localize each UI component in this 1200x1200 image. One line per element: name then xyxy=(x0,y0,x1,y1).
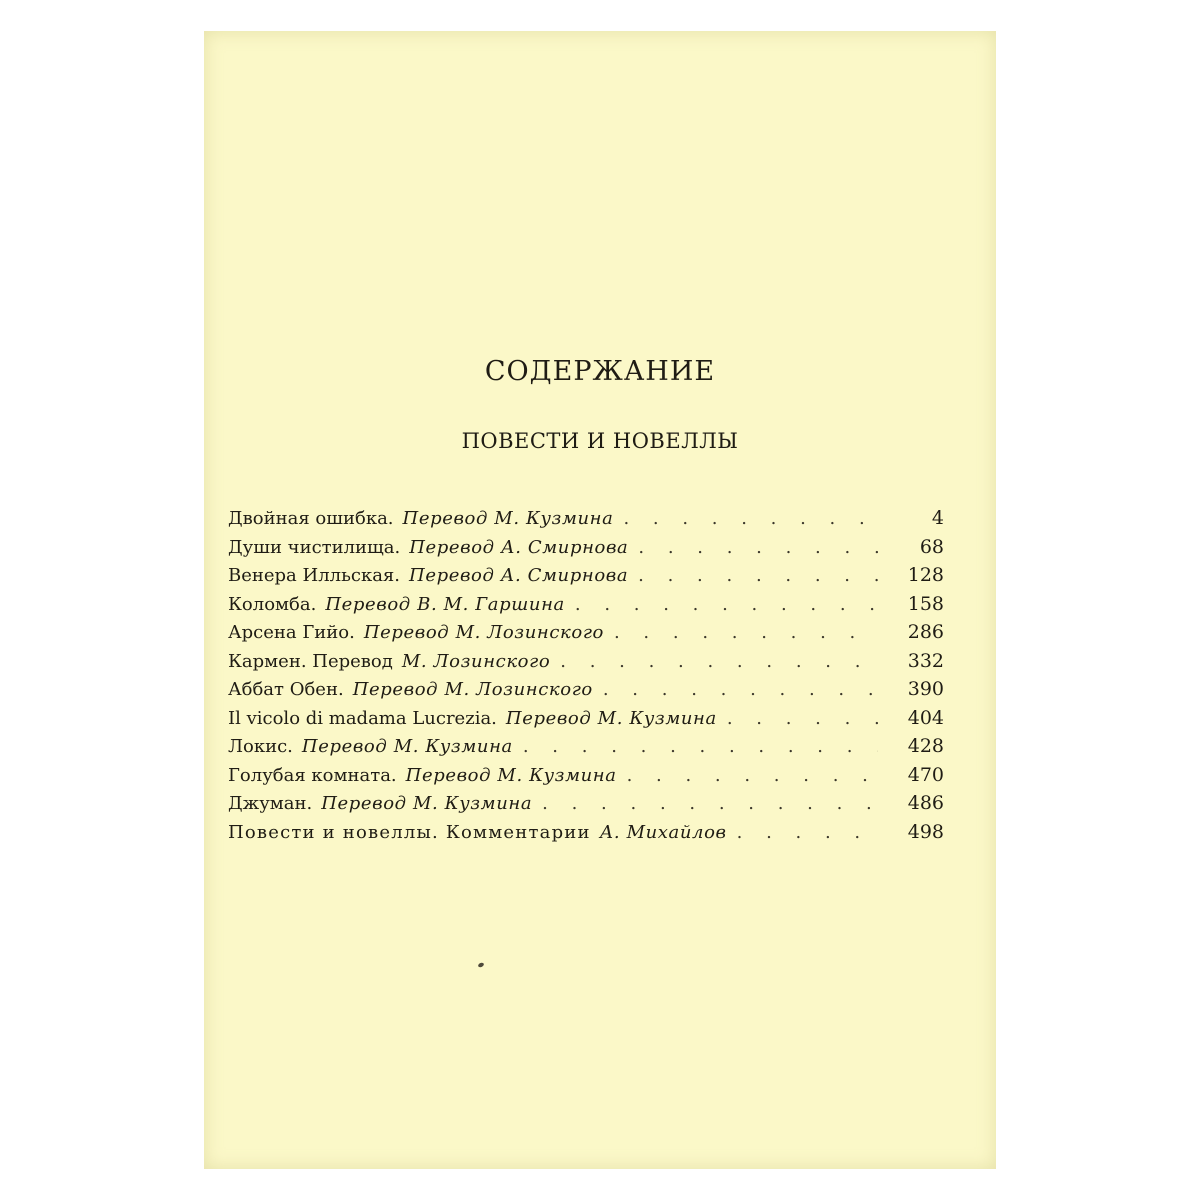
toc-entry-page: 470 xyxy=(907,763,944,786)
toc-entry-page: 498 xyxy=(907,820,944,843)
toc-entry-page: 390 xyxy=(907,678,944,700)
toc-entry-title: Арсена Гийо. xyxy=(228,622,355,643)
toc-entry-translator: Перевод М. Лозинского xyxy=(363,622,604,643)
toc-entry xyxy=(228,707,944,736)
toc-entry-title: Повести и новеллы. Комментарии xyxy=(228,821,591,843)
toc-entry xyxy=(228,621,944,650)
toc-entry xyxy=(228,792,944,821)
toc-entry xyxy=(228,735,944,764)
section-title: ПОВЕСТИ И НОВЕЛЛЫ xyxy=(461,429,739,453)
toc-entry-title: Венера Илльская. xyxy=(228,565,401,586)
page-title: СОДЕРЖАНИЕ xyxy=(484,356,716,387)
toc-entry-page: 128 xyxy=(907,564,944,586)
toc-entry-translator: Перевод М. Кузмина xyxy=(402,508,614,529)
toc-entry xyxy=(228,764,944,793)
dot-leader xyxy=(560,651,878,672)
dot-leader xyxy=(623,508,878,529)
dot-leader xyxy=(737,822,878,843)
toc-entry-page: 4 xyxy=(931,507,944,529)
toc-entry-translator: Перевод М. Кузмина xyxy=(405,764,617,786)
dot-leader xyxy=(542,793,878,814)
toc-entry xyxy=(228,821,944,850)
dot-leader xyxy=(638,537,878,558)
toc-entry xyxy=(228,536,944,565)
toc-entry-translator: Перевод М. Кузмина xyxy=(301,736,513,757)
toc-entry-page: 404 xyxy=(907,706,944,729)
toc-entry-title: Коломба. xyxy=(228,593,317,615)
toc-entry-title: Души чистилища. xyxy=(228,536,401,558)
toc-entry-title: Двойная ошибка. xyxy=(228,508,394,529)
toc-entry-page: 158 xyxy=(907,592,944,615)
toc-entry xyxy=(228,593,944,622)
toc-entry-translator: Перевод В. М. Гаршина xyxy=(325,593,565,615)
toc-entry-translator: Перевод М. Кузмина xyxy=(321,793,533,814)
toc-entry-translator: М. Лозинского xyxy=(401,650,551,672)
dot-leader xyxy=(727,708,878,729)
toc-entry-title: Кармен. Перевод xyxy=(228,650,393,672)
toc-entry-page: 332 xyxy=(907,649,944,672)
toc-entry-title: Il vicolo di madama Lucrezia. xyxy=(228,707,497,729)
toc-entry-translator: Перевод М. Кузмина xyxy=(505,707,717,729)
toc-entry-title: Джуман. xyxy=(228,793,313,814)
dot-leader xyxy=(603,679,878,700)
toc-entry-translator: Перевод А. Смирнова xyxy=(409,536,629,558)
toc-entry xyxy=(228,678,944,707)
toc-entry-page: 428 xyxy=(907,735,944,757)
dot-leader xyxy=(614,622,878,643)
dot-leader xyxy=(638,565,878,586)
toc-entry xyxy=(228,507,944,536)
toc-entry-translator: А. Михайлов xyxy=(599,821,727,843)
toc-entry-translator: Перевод А. Смирнова xyxy=(409,565,629,586)
table-of-contents xyxy=(228,507,944,849)
toc-entry-translator: Перевод М. Лозинского xyxy=(352,679,593,700)
ink-speck xyxy=(477,962,484,968)
dot-leader xyxy=(575,594,878,615)
toc-entry-title: Аббат Обен. xyxy=(228,679,344,700)
toc-entry xyxy=(228,564,944,593)
book-page xyxy=(204,31,996,1169)
toc-entry-page: 286 xyxy=(907,621,944,643)
dot-leader xyxy=(523,736,878,757)
toc-entry-title: Локис. xyxy=(228,736,293,757)
toc-entry xyxy=(228,650,944,679)
toc-entry-page: 68 xyxy=(919,535,944,558)
toc-entry-page: 486 xyxy=(907,792,944,814)
toc-entry-title: Голубая комната. xyxy=(228,764,397,786)
dot-leader xyxy=(627,765,878,786)
